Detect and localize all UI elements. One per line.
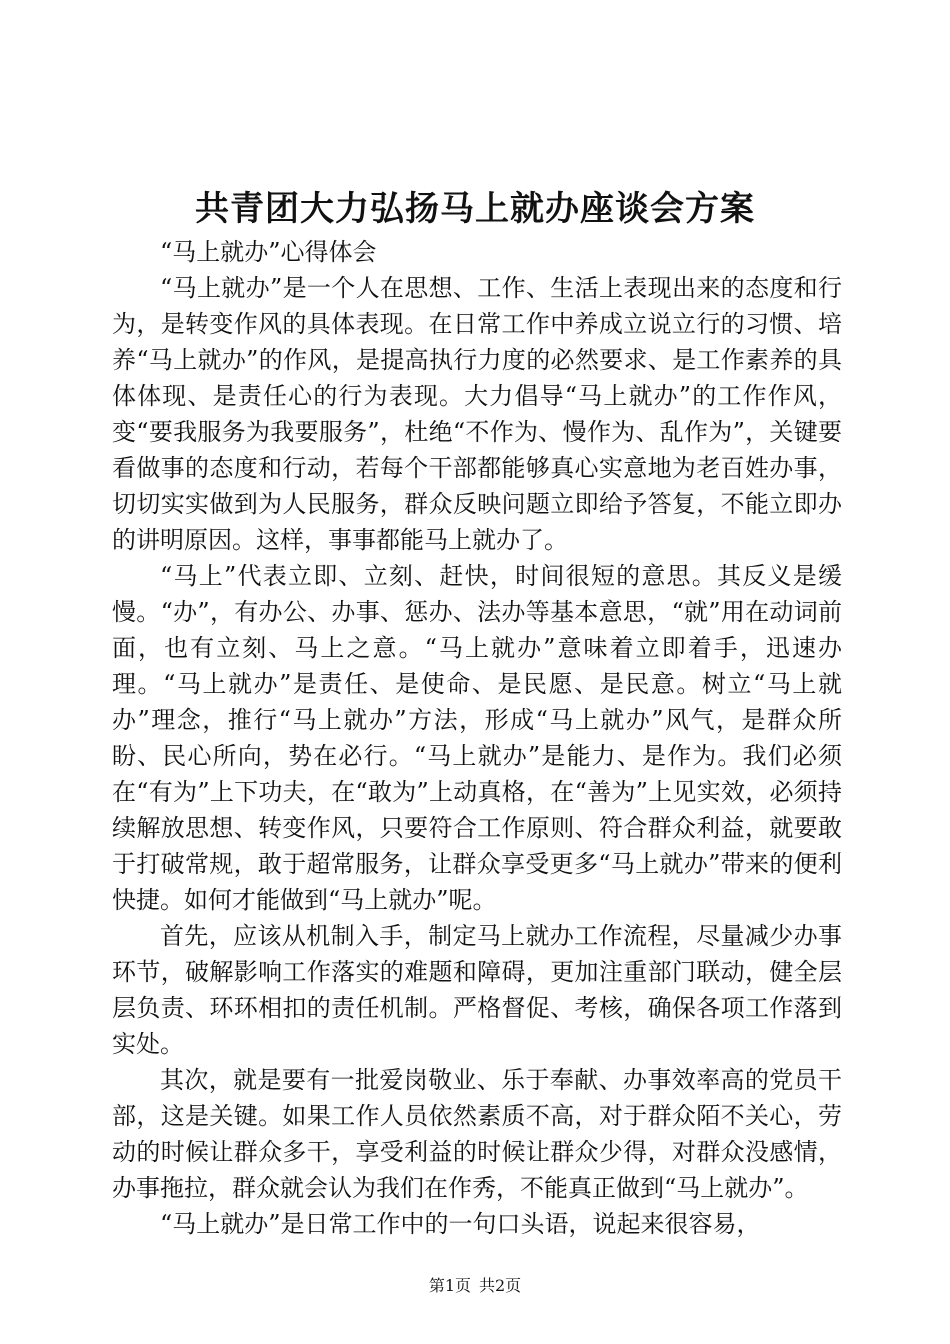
paragraph: “马上就办”是一个人在思想、工作、生活上表现出来的态度和行为，是转变作风的具体表现。在日常工作中养成立说立行的习惯、培养“马上就办”的作风，是提高执行力度的必然要求、是工作素养的具体体现、是责任心的行为表现。大力倡导“马上就办”的工作作风，变“要我服务为我要服务”，杜绝“不作为、慢作为、乱作为”，关键要看做事的态度和行动，若每个干部都能够真心实意地为老百姓办事，切切实实做到为人民服务，群众反映问题立即给予答复，不能立即办的讲明原因。这样，事事都能马上就办了。: [112, 274, 842, 554]
paragraph: 首先，应该从机制入手，制定马上就办工作流程，尽量减少办事环节，破解影响工作落实的难题和障碍，更加注重部门联动，健全层层负责、环环相扣的责任机制。严格督促、考核，确保各项工作落到实处。: [112, 922, 842, 1058]
page-number-current: 第1页: [428, 1276, 471, 1295]
paragraph: “马上就办”是日常工作中的一句口头语，说起来很容易，: [160, 1210, 761, 1238]
paragraph: 其次，就是要有一批爱岗敬业、乐于奉献、办事效率高的党员干部，这是关键。如果工作人员依然素质不高，对于群众陌不关心，劳动的时候让群众多干，享受利益的时候让群众少得，对群众没感情，办事拖拉，群众就会认为我们在作秀，不能真正做到“马上就办”。: [112, 1066, 842, 1202]
page-number-total: 共2页: [479, 1276, 522, 1295]
page-footer: [0, 1275, 950, 1297]
document-title: 共青团大力弘扬马上就办座谈会方案: [195, 189, 755, 229]
paragraph-subtitle: “马上就办”心得体会: [160, 238, 377, 266]
document-body: [112, 234, 842, 1242]
paragraph: “马上”代表立即、立刻、赶快，时间很短的意思。其反义是缓慢。“办”，有办公、办事、惩办、法办等基本意思，“就”用在动词前面，也有立刻、马上之意。“马上就办”意味着立即着手，迅速办理。“马上就办”是责任、是使命、是民愿、是民意。树立“马上就办”理念，推行“马上就办”方法，形成“马上就办”风气，是群众所盼、民心所向，势在必行。“马上就办”是能力、是作为。我们必须在“有为”上下功夫，在“敢为”上动真格，在“善为”上见实效，必须持续解放思想、转变作风，只要符合工作原则、符合群众利益，就要敢于打破常规，敢于超常服务，让群众享受更多“马上就办”带来的便利快捷。如何才能做到“马上就办”呢。: [112, 562, 842, 914]
